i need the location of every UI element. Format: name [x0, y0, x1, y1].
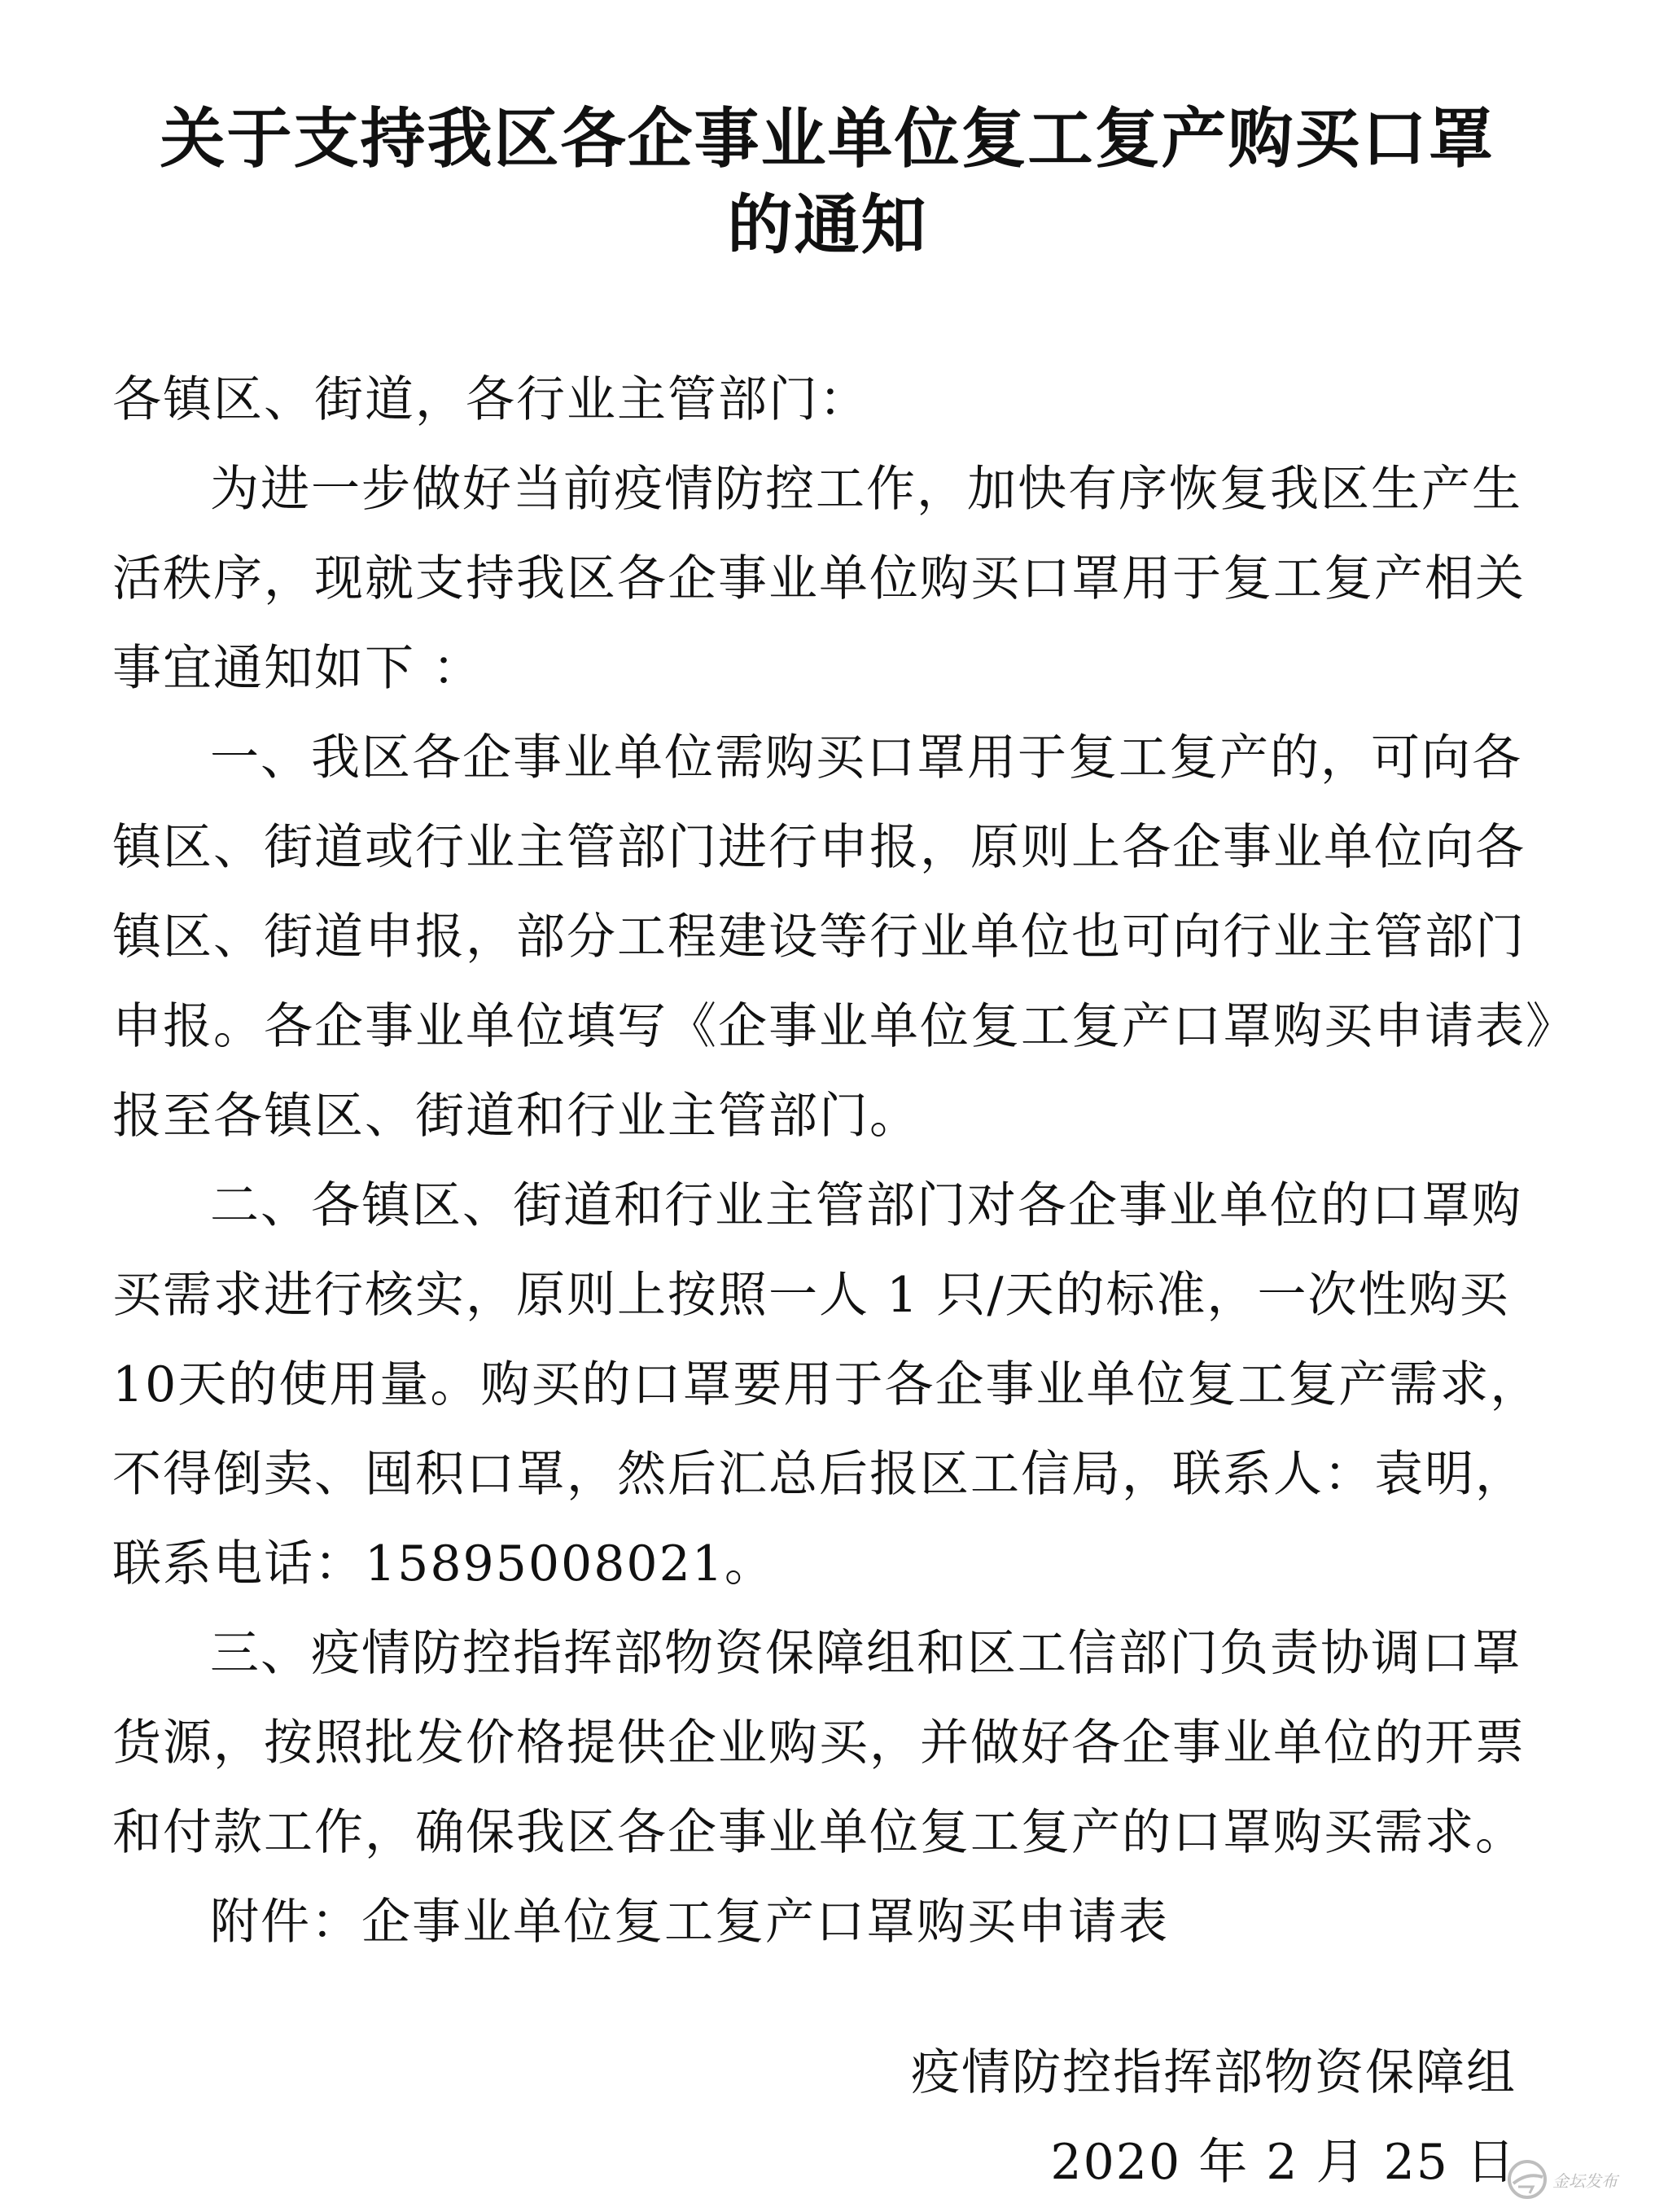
- item-2-line-5: 联系电话：15895008021。: [112, 1535, 775, 1592]
- item-2-line-4: 不得倒卖、囤积口罩，然后汇总后报区工信局，联系人：袁明，: [112, 1446, 1526, 1503]
- paragraph-intro-line-3: 事宜通知如下 ：: [112, 640, 484, 697]
- item-3-line-3: 和付款工作，确保我区各企事业单位复工复产的口罩购买需求。: [112, 1804, 1526, 1861]
- item-3-line-2: 货源，按照批发价格提供企业购买，并做好各企事业单位的开票: [112, 1715, 1526, 1772]
- watermark-text: 金坛发布: [1552, 2170, 1618, 2191]
- item-1-line-2: 镇区、街道或行业主管部门进行申报，原则上各企事业单位向各: [112, 819, 1526, 876]
- date: 2020 年 2 月 25 日: [1050, 2134, 1517, 2191]
- paragraph-intro-line-2: 活秩序，现就支持我区各企事业单位购买口罩用于复工复产相关: [112, 550, 1526, 607]
- watermark-swoosh-icon: [1505, 2157, 1549, 2201]
- paragraph-intro-line-1: 为进一步做好当前疫情防控工作，加快有序恢复我区生产生: [210, 461, 1522, 518]
- watermark-logo: [1505, 2155, 1644, 2204]
- item-2-line-1: 二、各镇区、街道和行业主管部门对各企事业单位的口罩购: [210, 1177, 1522, 1234]
- item-2-line-3: 10天的使用量。购买的口罩要用于各企事业单位复工复产需求，: [112, 1356, 1541, 1413]
- salutation: 各镇区、街道，各行业主管部门：: [112, 371, 869, 428]
- item-2-line-2: 买需求进行核实，原则上按照一人 1 只/天的标准，一次性购买: [112, 1267, 1510, 1324]
- item-1-line-4: 申报。各企事业单位填写《企事业单位复工复产口罩购买申请表》: [112, 998, 1576, 1055]
- attachment-line: 附件：企事业单位复工复产口罩购买申请表: [210, 1894, 1169, 1951]
- document-title-line-1: 关于支持我区各企事业单位复工复产购买口罩: [160, 100, 1495, 177]
- item-1-line-5: 报至各镇区、街道和行业主管部门。: [112, 1088, 920, 1145]
- document-title-line-2: 的通知: [727, 186, 928, 263]
- item-1-line-3: 镇区、街道申报，部分工程建设等行业单位也可向行业主管部门: [112, 909, 1526, 966]
- item-3-line-1: 三、疫情防控指挥部物资保障组和区工信部门负责协调口罩: [210, 1625, 1522, 1682]
- item-1-line-1: 一、我区各企事业单位需购买口罩用于复工复产的，可向各: [210, 729, 1522, 786]
- signature: 疫情防控指挥部物资保障组: [911, 2044, 1517, 2101]
